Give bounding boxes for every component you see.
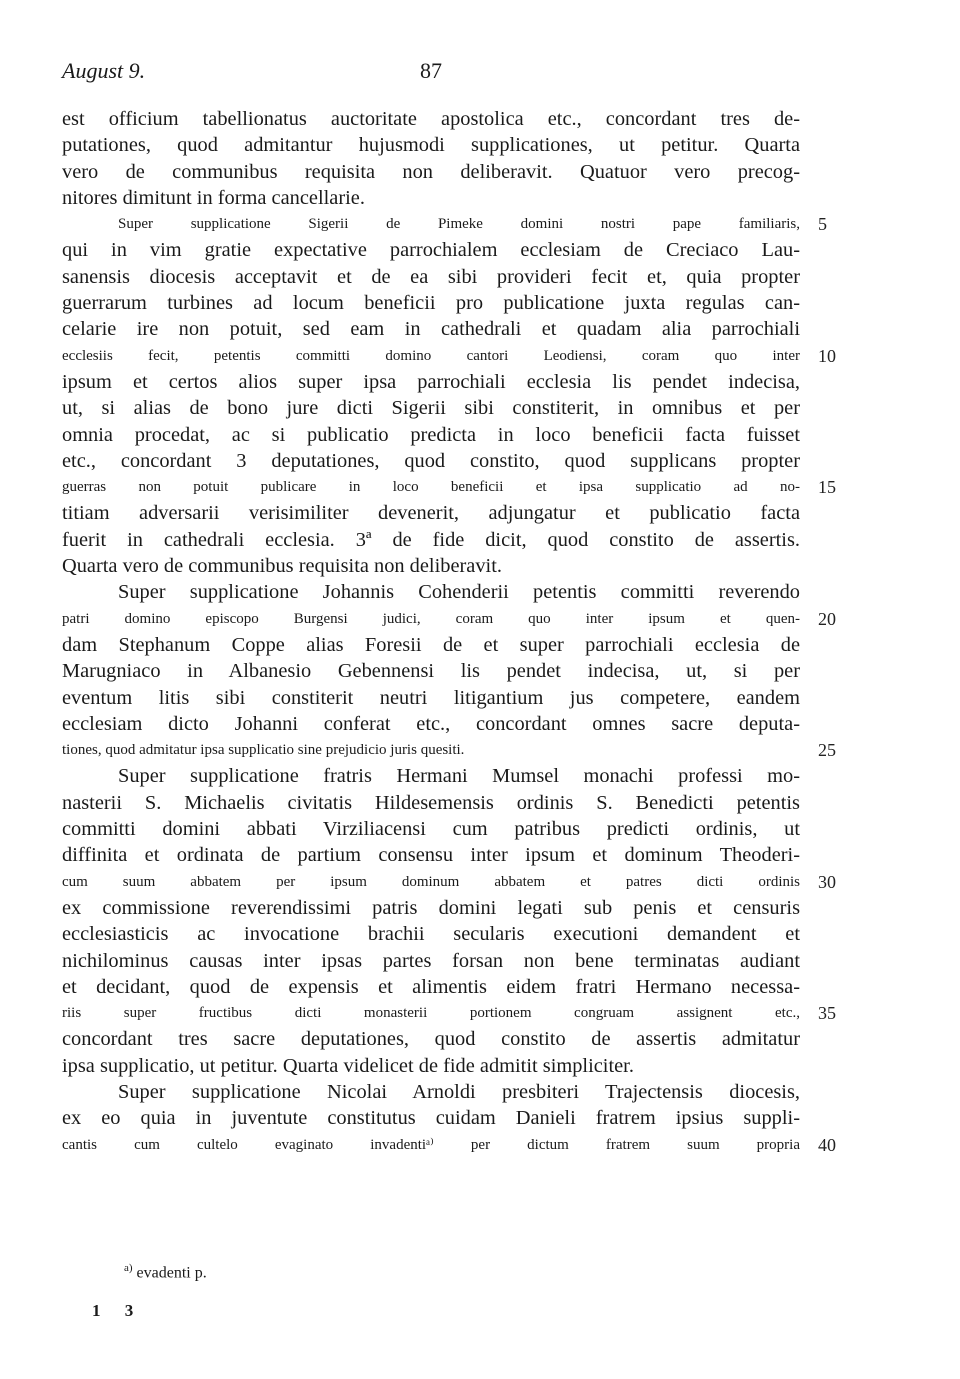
line-text: ecclesiam dicto Johanni conferat etc., concordant omnes sacre deputa- <box>62 712 800 735</box>
line-text: Quarta vero de communibus requisita non deliberavit. <box>62 555 502 578</box>
line-text: Super supplicatione fratris Hermani Mumsel monachi professi mo- <box>118 765 800 788</box>
footnote <box>124 1262 207 1282</box>
line-text: cum suum abbatem per ipsum dominum abbatem et patres dicti ordinis <box>62 873 800 890</box>
text-line <box>62 448 800 474</box>
text-line <box>62 685 800 711</box>
line-text: cantis cum cultelo evaginato invadentiᵃ⁾ per dictum fratrem suum propria <box>62 1136 800 1153</box>
line-number: 30 <box>818 871 836 892</box>
line-text: Super supplicatione Nicolai Arnoldi presbiteri Trajectensis diocesis, <box>118 1080 800 1103</box>
line-number: 35 <box>818 1003 836 1024</box>
text-line <box>62 869 836 895</box>
line-text: tiones, quod admitatur ipsa supplicatio sine prejudicio juris quesiti. <box>62 742 465 759</box>
text-line <box>62 974 800 1000</box>
text-line <box>62 1026 800 1052</box>
line-text: celarie ire non potuit, sed eam in cathedrali et quadam alia parrochiali <box>62 318 800 341</box>
line-text: dam Stephanum Coppe alias Foresii de et super parrochiali ecclesia de <box>62 633 800 656</box>
line-text: putationes, quod admitantur hujusmodi supplicationes, ut petitur. Quarta <box>62 134 800 157</box>
line-number: 15 <box>818 477 836 498</box>
text-line <box>62 185 800 211</box>
line-text: ecclesiis fecit, petentis committi domino cantori Leodiensi, coram quo inter <box>62 347 800 364</box>
line-text: etc., concordant 3 deputationes, quod constito, quod supplicans propter <box>62 449 800 472</box>
line-text: concordant tres sacre deputationes, quod constito de assertis admitatur <box>62 1028 800 1051</box>
text-line <box>62 316 800 342</box>
line-text: titiam adversarii verisimiliter devenerit, adjungatur et publicatio facta <box>62 502 800 525</box>
text-line <box>62 369 800 395</box>
text-line <box>62 132 800 158</box>
line-text: guerrarum turbines ad locum beneficii pro publicatione juxta regulas can- <box>62 292 800 315</box>
running-header <box>62 58 800 90</box>
text-line <box>62 159 800 185</box>
line-text: patri domino episcopo Burgensi judici, coram quo inter ipsum et quen- <box>62 610 800 627</box>
line-number: 5 <box>818 214 827 235</box>
text-line <box>62 763 800 789</box>
printer-signature: 1 3 <box>92 1301 144 1320</box>
text-line <box>62 500 800 526</box>
line-number: 20 <box>818 608 836 629</box>
line-text: qui in vim gratie expectative parrochialem ecclesiam de Creciaco Lau- <box>62 239 800 262</box>
line-text: fuerit in cathedrali ecclesia. 3ª de fide dicit, quod constito de assertis. <box>62 528 800 551</box>
text-line <box>62 1105 800 1131</box>
text-line <box>62 1079 800 1105</box>
text-line <box>62 790 800 816</box>
footnote-text: evadenti p. <box>136 1264 207 1282</box>
text-line <box>62 1132 836 1158</box>
line-number: 40 <box>818 1134 836 1155</box>
line-text: Super supplicatione Johannis Cohenderii petentis committi reverendo <box>118 581 800 604</box>
line-text: omnia procedat, ac si publicatio predicta in loco beneficii facta fuisset <box>62 423 800 446</box>
line-text: est officium tabellionatus auctoritate apostolica etc., concordant tres de- <box>62 108 800 130</box>
line-text: nasterii S. Michaelis civitatis Hildesemensis ordinis S. Benedicti petentis <box>62 791 800 814</box>
text-line <box>62 921 800 947</box>
text-line <box>62 211 827 237</box>
text-line <box>62 1053 800 1079</box>
line-number: 25 <box>818 740 836 761</box>
text-line <box>62 658 800 684</box>
line-text: guerras non potuit publicare in loco beneficii et ipsa supplicatio ad no- <box>62 479 800 496</box>
line-text: diffinita et ordinata de partium consensu inter ipsum et dominum Theoderi- <box>62 844 800 867</box>
line-text: riis super fructibus dicti monasterii portionem congruam assignent etc., <box>62 1005 800 1022</box>
footnote-marker: a) <box>124 1262 133 1274</box>
header-date: August 9. <box>62 58 146 83</box>
text-line <box>62 553 800 579</box>
text-line <box>62 422 800 448</box>
line-text: ut, si alias de bono jure dicti Sigerii sibi constiterit, in omnibus et per <box>62 397 800 420</box>
line-number: 10 <box>818 345 836 366</box>
line-text: nichilominus causas inter ipsas partes forsan non bene terminatas audiant <box>62 949 800 972</box>
line-text: sanensis diocesis acceptavit et de ea sibi provideri fecit et, quia propter <box>62 265 800 288</box>
text-line <box>62 106 800 132</box>
line-text: et decidant, quod de expensis et alimentis eidem fratri Hermano necessa- <box>62 975 800 998</box>
line-text: ipsum et certos alios super ipsa parrochiali ecclesia lis pendet indecisa, <box>62 370 800 393</box>
text-line <box>62 711 800 737</box>
line-text: nitores dimitunt in forma cancellarie. <box>62 186 365 209</box>
body-text <box>62 106 836 1158</box>
text-line <box>62 264 800 290</box>
line-text: ipsa supplicatio, ut petitur. Quarta videlicet de fide admitit simpliciter. <box>62 1054 634 1077</box>
line-text: ecclesiasticis ac invocatione brachii secularis executioni demandent et <box>62 923 800 946</box>
text-line <box>62 895 800 921</box>
text-line <box>62 343 836 369</box>
line-text: Marugniaco in Albanesio Gebennensi lis pendet indecisa, ut, si per <box>62 660 800 683</box>
text-line <box>62 737 836 763</box>
text-line <box>62 527 800 553</box>
line-text: ex commissione reverendissimi patris domini legati sub penis et censuris <box>62 896 800 919</box>
line-text: eventum litis sibi constiterit neutri litigantium jus competere, eandem <box>62 686 800 709</box>
text-line <box>62 816 800 842</box>
text-line <box>62 474 836 500</box>
text-line <box>62 606 836 632</box>
page-number: 87 <box>420 58 442 83</box>
line-text: committi domini abbati Virziliacensi cum patribus predicti ordinis, ut <box>62 818 800 841</box>
text-line <box>62 237 800 263</box>
text-line <box>62 948 800 974</box>
line-text: Super supplicatione Sigerii de Pimeke domini nostri pape familiaris, <box>118 216 800 233</box>
line-text: vero de communibus requisita non deliberavit. Quatuor vero precog- <box>62 160 800 183</box>
text-line <box>62 842 800 868</box>
text-line <box>62 632 800 658</box>
line-text: ex eo quia in juventute constitutus cuidam Danieli fratrem ipsius suppli- <box>62 1107 800 1130</box>
text-line <box>62 579 800 605</box>
text-line <box>62 290 800 316</box>
text-line <box>62 1000 836 1026</box>
text-line <box>62 395 800 421</box>
